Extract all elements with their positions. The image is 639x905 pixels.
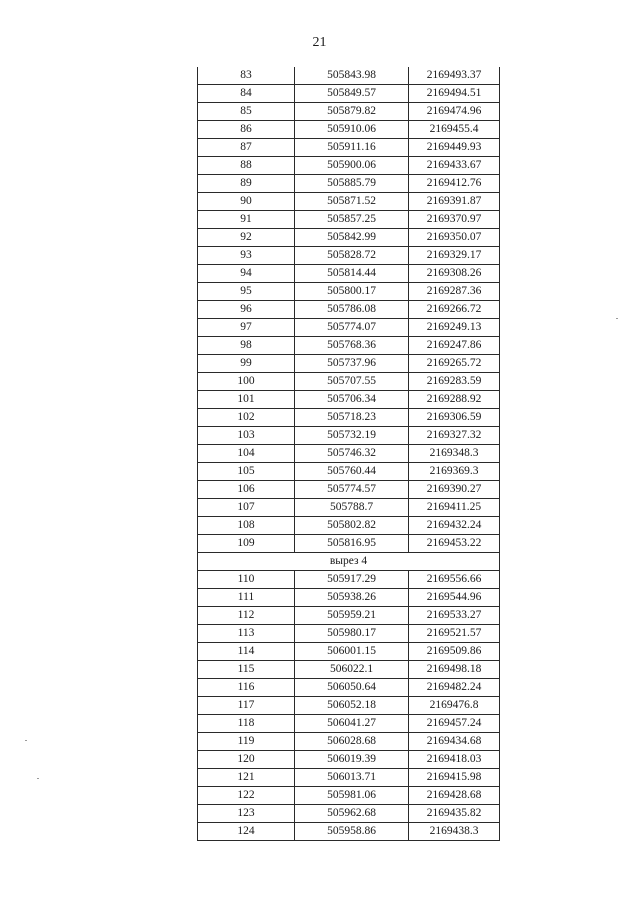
x-coordinate-cell: 505849.57 (295, 85, 409, 103)
table-row (198, 535, 500, 553)
coordinates-table (197, 67, 500, 841)
point-number-cell: 121 (198, 769, 295, 787)
table-row (198, 787, 500, 805)
table-row (198, 823, 500, 841)
scan-speck (37, 778, 39, 779)
point-number-cell: 84 (198, 85, 295, 103)
y-coordinate-cell: 2169369.3 (409, 463, 500, 481)
section-row (198, 553, 500, 571)
point-number-cell: 105 (198, 463, 295, 481)
point-number-cell: 91 (198, 211, 295, 229)
table-row (198, 607, 500, 625)
point-number-cell: 104 (198, 445, 295, 463)
table-row (198, 337, 500, 355)
x-coordinate-cell: 505760.44 (295, 463, 409, 481)
x-coordinate-cell: 505828.72 (295, 247, 409, 265)
y-coordinate-cell: 2169370.97 (409, 211, 500, 229)
table-row (198, 481, 500, 499)
y-coordinate-cell: 2169266.72 (409, 301, 500, 319)
y-coordinate-cell: 2169391.87 (409, 193, 500, 211)
x-coordinate-cell: 505871.52 (295, 193, 409, 211)
x-coordinate-cell: 506022.1 (295, 661, 409, 679)
point-number-cell: 90 (198, 193, 295, 211)
y-coordinate-cell: 2169327.32 (409, 427, 500, 445)
point-number-cell: 115 (198, 661, 295, 679)
point-number-cell: 112 (198, 607, 295, 625)
table-row (198, 175, 500, 193)
point-number-cell: 92 (198, 229, 295, 247)
x-coordinate-cell: 505959.21 (295, 607, 409, 625)
y-coordinate-cell: 2169435.82 (409, 805, 500, 823)
point-number-cell: 117 (198, 697, 295, 715)
x-coordinate-cell: 505938.26 (295, 589, 409, 607)
x-coordinate-cell: 505842.99 (295, 229, 409, 247)
table-row (198, 355, 500, 373)
table-row (198, 733, 500, 751)
table-row (198, 193, 500, 211)
point-number-cell: 113 (198, 625, 295, 643)
table-row (198, 391, 500, 409)
x-coordinate-cell: 505910.06 (295, 121, 409, 139)
y-coordinate-cell: 2169457.24 (409, 715, 500, 733)
y-coordinate-cell: 2169474.96 (409, 103, 500, 121)
x-coordinate-cell: 505917.29 (295, 571, 409, 589)
scan-speck (616, 318, 618, 319)
x-coordinate-cell: 505707.55 (295, 373, 409, 391)
table-row (198, 661, 500, 679)
y-coordinate-cell: 2169556.66 (409, 571, 500, 589)
table-row (198, 283, 500, 301)
point-number-cell: 116 (198, 679, 295, 697)
y-coordinate-cell: 2169438.3 (409, 823, 500, 841)
x-coordinate-cell: 505814.44 (295, 265, 409, 283)
table-row (198, 103, 500, 121)
point-number-cell: 110 (198, 571, 295, 589)
point-number-cell: 85 (198, 103, 295, 121)
point-number-cell: 97 (198, 319, 295, 337)
y-coordinate-cell: 2169415.98 (409, 769, 500, 787)
table-row (198, 121, 500, 139)
table-row (198, 139, 500, 157)
table-row (198, 373, 500, 391)
y-coordinate-cell: 2169247.86 (409, 337, 500, 355)
x-coordinate-cell: 505885.79 (295, 175, 409, 193)
point-number-cell: 98 (198, 337, 295, 355)
y-coordinate-cell: 2169544.96 (409, 589, 500, 607)
x-coordinate-cell: 505800.17 (295, 283, 409, 301)
point-number-cell: 95 (198, 283, 295, 301)
point-number-cell: 99 (198, 355, 295, 373)
point-number-cell: 122 (198, 787, 295, 805)
y-coordinate-cell: 2169509.86 (409, 643, 500, 661)
point-number-cell: 108 (198, 517, 295, 535)
point-number-cell: 120 (198, 751, 295, 769)
y-coordinate-cell: 2169329.17 (409, 247, 500, 265)
table-row (198, 229, 500, 247)
table-row (198, 517, 500, 535)
table-row (198, 679, 500, 697)
point-number-cell: 123 (198, 805, 295, 823)
table-row (198, 445, 500, 463)
y-coordinate-cell: 2169428.68 (409, 787, 500, 805)
x-coordinate-cell: 506028.68 (295, 733, 409, 751)
x-coordinate-cell: 505774.07 (295, 319, 409, 337)
table-row (198, 751, 500, 769)
point-number-cell: 94 (198, 265, 295, 283)
y-coordinate-cell: 2169306.59 (409, 409, 500, 427)
x-coordinate-cell: 505788.7 (295, 499, 409, 517)
table-row (198, 643, 500, 661)
table-row (198, 211, 500, 229)
table-row (198, 499, 500, 517)
point-number-cell: 87 (198, 139, 295, 157)
point-number-cell: 119 (198, 733, 295, 751)
x-coordinate-cell: 505857.25 (295, 211, 409, 229)
point-number-cell: 102 (198, 409, 295, 427)
point-number-cell: 96 (198, 301, 295, 319)
table-row (198, 85, 500, 103)
y-coordinate-cell: 2169533.27 (409, 607, 500, 625)
scan-speck (25, 740, 27, 741)
point-number-cell: 100 (198, 373, 295, 391)
y-coordinate-cell: 2169449.93 (409, 139, 500, 157)
coordinates-table-body (198, 67, 500, 841)
table-row (198, 265, 500, 283)
table-row (198, 247, 500, 265)
table-row (198, 715, 500, 733)
x-coordinate-cell: 505843.98 (295, 67, 409, 85)
y-coordinate-cell: 2169288.92 (409, 391, 500, 409)
y-coordinate-cell: 2169434.68 (409, 733, 500, 751)
section-label: вырез 4 (198, 553, 500, 571)
x-coordinate-cell: 505768.36 (295, 337, 409, 355)
point-number-cell: 107 (198, 499, 295, 517)
x-coordinate-cell: 505746.32 (295, 445, 409, 463)
x-coordinate-cell: 505786.08 (295, 301, 409, 319)
y-coordinate-cell: 2169308.26 (409, 265, 500, 283)
y-coordinate-cell: 2169348.3 (409, 445, 500, 463)
x-coordinate-cell: 505958.86 (295, 823, 409, 841)
y-coordinate-cell: 2169350.07 (409, 229, 500, 247)
x-coordinate-cell: 505718.23 (295, 409, 409, 427)
y-coordinate-cell: 2169390.27 (409, 481, 500, 499)
y-coordinate-cell: 2169493.37 (409, 67, 500, 85)
y-coordinate-cell: 2169433.67 (409, 157, 500, 175)
table-row (198, 625, 500, 643)
y-coordinate-cell: 2169412.76 (409, 175, 500, 193)
point-number-cell: 109 (198, 535, 295, 553)
point-number-cell: 89 (198, 175, 295, 193)
table-row (198, 571, 500, 589)
x-coordinate-cell: 506019.39 (295, 751, 409, 769)
point-number-cell: 106 (198, 481, 295, 499)
x-coordinate-cell: 506050.64 (295, 679, 409, 697)
y-coordinate-cell: 2169265.72 (409, 355, 500, 373)
point-number-cell: 83 (198, 67, 295, 85)
point-number-cell: 111 (198, 589, 295, 607)
y-coordinate-cell: 2169432.24 (409, 517, 500, 535)
point-number-cell: 118 (198, 715, 295, 733)
page-number: 21 (312, 35, 327, 50)
x-coordinate-cell: 505879.82 (295, 103, 409, 121)
point-number-cell: 88 (198, 157, 295, 175)
y-coordinate-cell: 2169498.18 (409, 661, 500, 679)
point-number-cell: 101 (198, 391, 295, 409)
table-row (198, 301, 500, 319)
table-row (198, 67, 500, 85)
point-number-cell: 103 (198, 427, 295, 445)
table-row (198, 157, 500, 175)
x-coordinate-cell: 506013.71 (295, 769, 409, 787)
y-coordinate-cell: 2169418.03 (409, 751, 500, 769)
x-coordinate-cell: 506052.18 (295, 697, 409, 715)
x-coordinate-cell: 505980.17 (295, 625, 409, 643)
point-number-cell: 114 (198, 643, 295, 661)
x-coordinate-cell: 506041.27 (295, 715, 409, 733)
y-coordinate-cell: 2169455.4 (409, 121, 500, 139)
x-coordinate-cell: 505732.19 (295, 427, 409, 445)
x-coordinate-cell: 505900.06 (295, 157, 409, 175)
table-row (198, 409, 500, 427)
x-coordinate-cell: 505816.95 (295, 535, 409, 553)
x-coordinate-cell: 505706.34 (295, 391, 409, 409)
y-coordinate-cell: 2169287.36 (409, 283, 500, 301)
table-row (198, 589, 500, 607)
y-coordinate-cell: 2169453.22 (409, 535, 500, 553)
y-coordinate-cell: 2169283.59 (409, 373, 500, 391)
table-row (198, 463, 500, 481)
x-coordinate-cell: 505981.06 (295, 787, 409, 805)
y-coordinate-cell: 2169249.13 (409, 319, 500, 337)
x-coordinate-cell: 505802.82 (295, 517, 409, 535)
table-row (198, 319, 500, 337)
y-coordinate-cell: 2169411.25 (409, 499, 500, 517)
y-coordinate-cell: 2169494.51 (409, 85, 500, 103)
table-row (198, 697, 500, 715)
x-coordinate-cell: 505737.96 (295, 355, 409, 373)
y-coordinate-cell: 2169482.24 (409, 679, 500, 697)
x-coordinate-cell: 505774.57 (295, 481, 409, 499)
x-coordinate-cell: 505911.16 (295, 139, 409, 157)
point-number-cell: 86 (198, 121, 295, 139)
point-number-cell: 124 (198, 823, 295, 841)
y-coordinate-cell: 2169521.57 (409, 625, 500, 643)
table-row (198, 805, 500, 823)
x-coordinate-cell: 505962.68 (295, 805, 409, 823)
x-coordinate-cell: 506001.15 (295, 643, 409, 661)
point-number-cell: 93 (198, 247, 295, 265)
table-row (198, 427, 500, 445)
y-coordinate-cell: 2169476.8 (409, 697, 500, 715)
table-row (198, 769, 500, 787)
